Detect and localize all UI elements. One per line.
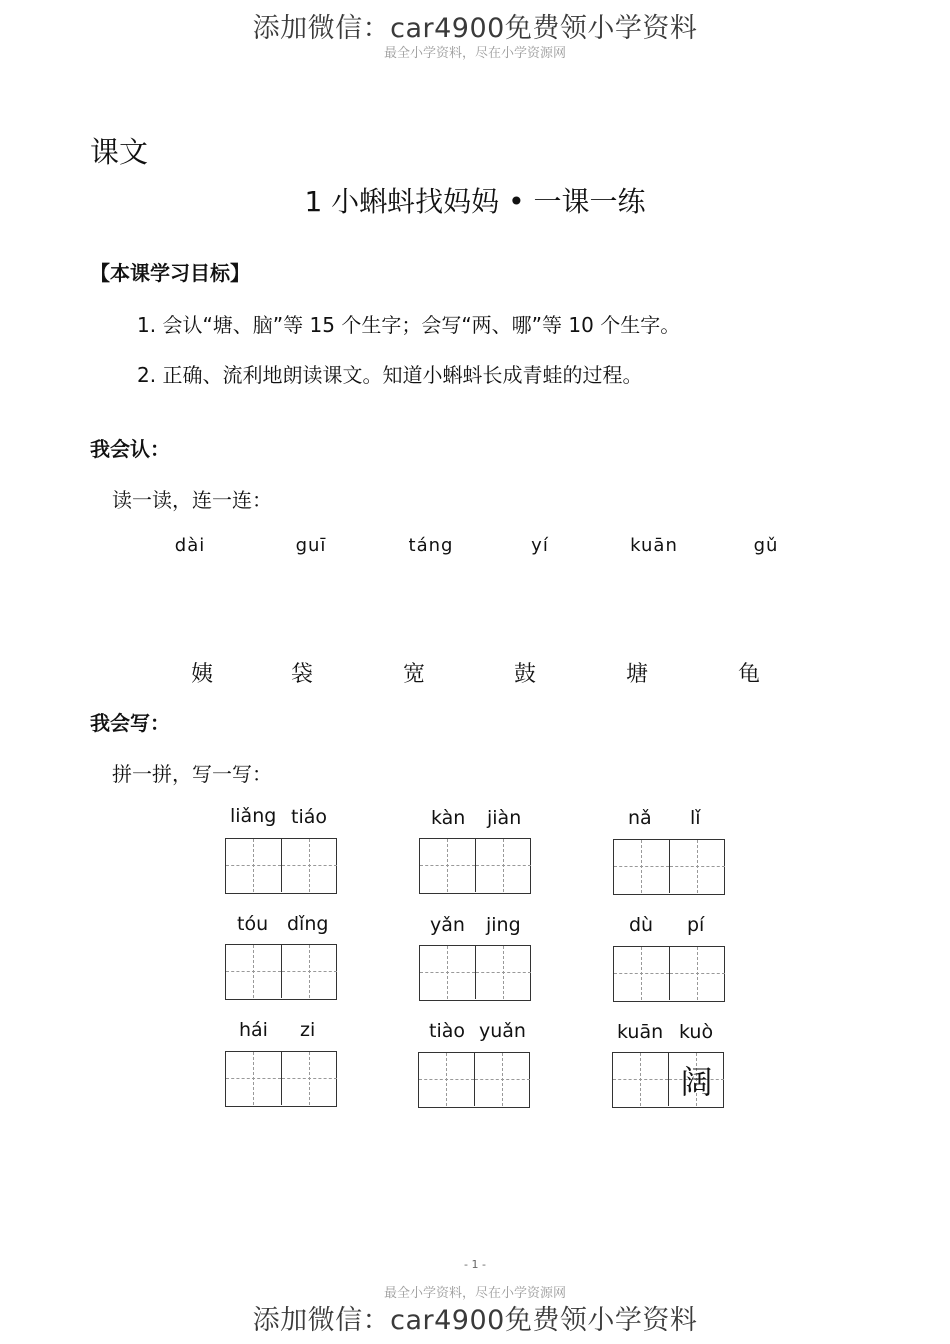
writing-box[interactable] — [225, 838, 337, 894]
page-number: - 1 - — [464, 1258, 486, 1271]
pinyin-label: yuǎn — [479, 1020, 526, 1042]
pinyin-label: liǎng — [230, 805, 277, 827]
watermark-top: 添加微信：car4900免费领小学资料 — [252, 13, 698, 44]
recognize-heading: 我会认： — [90, 437, 170, 461]
pinyin-item: táng — [408, 535, 454, 556]
writing-box[interactable] — [419, 838, 531, 894]
character-item: 龟 — [737, 662, 760, 687]
footer-faint-text: 最全小学资料，尽在小学资源网 — [383, 1286, 566, 1301]
pinyin-label: zi — [300, 1019, 316, 1041]
goals-heading: 【本课学习目标】 — [90, 261, 250, 285]
pinyin-label: jiàn — [487, 807, 522, 829]
pinyin-label: tiào — [429, 1020, 465, 1042]
writing-box[interactable] — [418, 1052, 530, 1108]
pinyin-label: dǐng — [287, 913, 329, 935]
character-item: 姨 — [190, 662, 213, 687]
write-instruction: 拼一拼，写一写： — [112, 762, 272, 786]
write-heading: 我会写： — [90, 711, 170, 735]
watermark-bottom: 添加微信：car4900免费领小学资料 — [252, 1305, 698, 1336]
character-item: 袋 — [290, 662, 313, 687]
pinyin-label: lǐ — [690, 807, 701, 829]
pinyin-label: kuān — [617, 1021, 664, 1043]
pinyin-item: kuān — [630, 535, 678, 556]
goal-item: 2. 正确、流利地朗读课文。知道小蝌蚪长成青蛙的过程。 — [137, 363, 643, 387]
pinyin-label: kàn — [431, 807, 466, 829]
character-item: 鼓 — [513, 662, 536, 687]
writing-box[interactable] — [225, 944, 337, 1000]
pinyin-label: kuò — [679, 1021, 714, 1043]
pinyin-label: pí — [687, 914, 705, 936]
writing-box[interactable] — [225, 1051, 337, 1107]
recognize-instruction: 读一读，连一连： — [112, 488, 272, 512]
writing-box[interactable] — [419, 945, 531, 1001]
pinyin-label: hái — [239, 1019, 268, 1041]
pinyin-label: dù — [629, 914, 654, 936]
goal-item: 1. 会认“塘、脑”等 15 个生字；会写“两、哪”等 10 个生字。 — [137, 313, 681, 337]
writing-box[interactable] — [613, 839, 725, 895]
header-faint-text: 最全小学资料，尽在小学资源网 — [383, 46, 566, 61]
section-label: 课文 — [90, 135, 149, 169]
character-item: 塘 — [625, 662, 648, 687]
pinyin-item: guī — [295, 535, 327, 556]
pinyin-label: tóu — [237, 913, 269, 935]
pinyin-item: yí — [531, 535, 549, 556]
writing-box[interactable] — [613, 946, 725, 1002]
pinyin-label: nǎ — [628, 807, 652, 829]
writing-box[interactable] — [612, 1052, 724, 1108]
written-character: 阔 — [680, 1063, 713, 1101]
page-title: 1 小蝌蚪找妈妈 • 一课一练 — [304, 185, 646, 218]
pinyin-item: gǔ — [753, 535, 779, 556]
character-item: 宽 — [402, 662, 425, 687]
pinyin-label: tiáo — [291, 806, 327, 828]
pinyin-item: dài — [174, 535, 206, 556]
pinyin-label: jing — [486, 914, 521, 936]
pinyin-label: yǎn — [430, 914, 465, 936]
